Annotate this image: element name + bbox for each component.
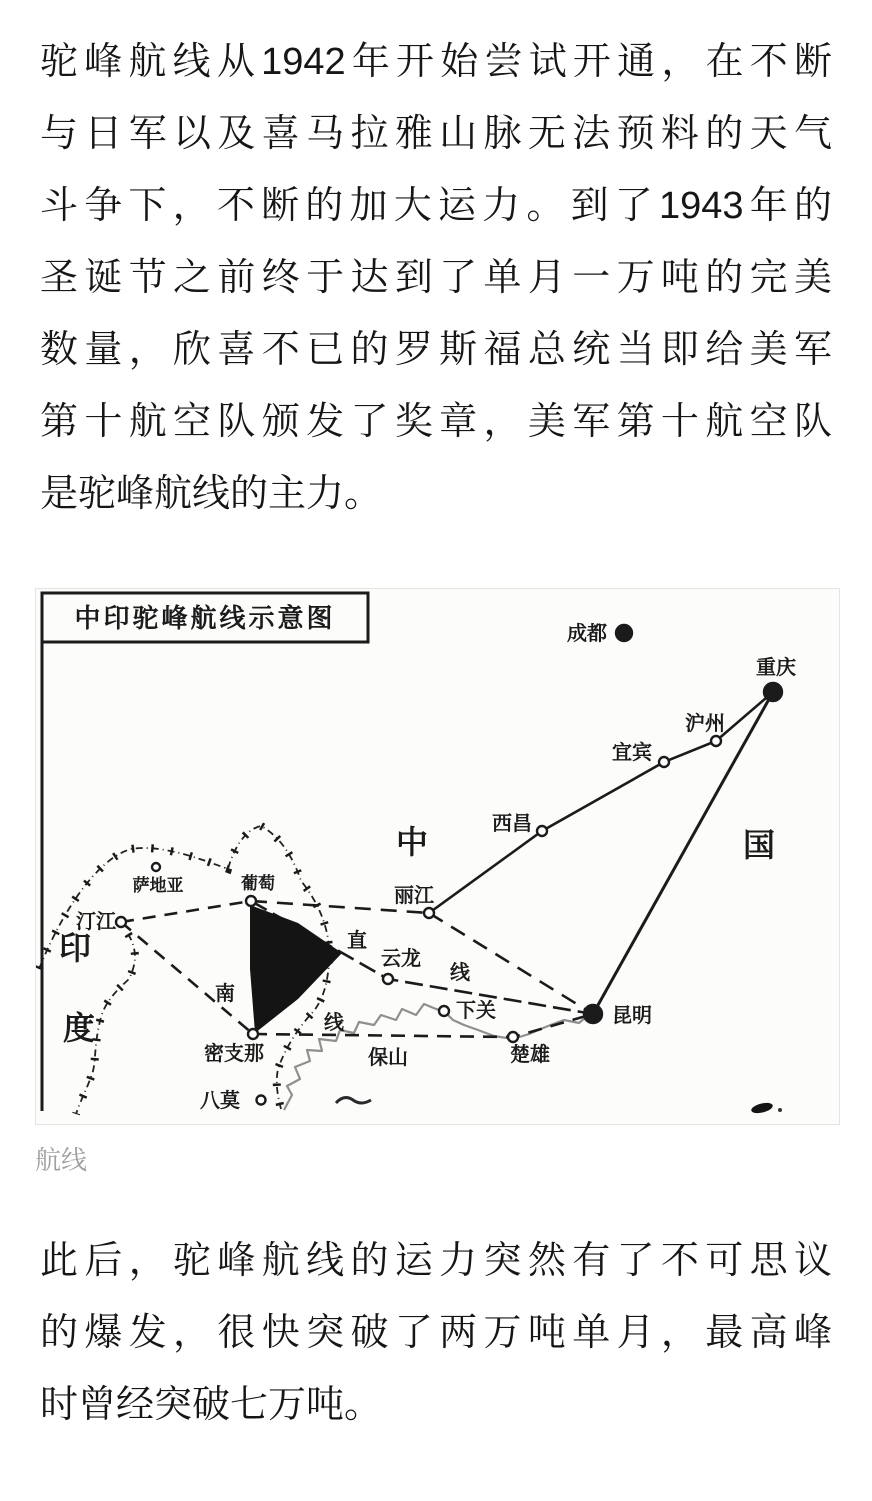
label-india-2: 度 xyxy=(62,1010,96,1046)
label-chongqing: 重庆 xyxy=(756,657,796,679)
label-putao: 葡萄 xyxy=(241,874,275,893)
label-dinjan: 汀江 xyxy=(76,911,116,933)
paragraph-1 xyxy=(40,26,832,530)
label-xichang: 西昌 xyxy=(492,813,532,835)
map-title: 中印驼峰航线示意图 xyxy=(74,603,336,633)
label-bhamo: 八莫 xyxy=(200,1090,240,1112)
node-sadiya xyxy=(152,863,160,871)
node-xichang xyxy=(537,826,547,836)
p1-line-4: 圣诞节之前终于达到了单月一万吨的完美 xyxy=(40,257,832,299)
city-labels xyxy=(76,621,796,1112)
air-routes-dashed xyxy=(121,901,593,1037)
label-yunlong: 云龙 xyxy=(381,948,421,970)
label-route-nan: 南 xyxy=(215,983,235,1005)
label-chuxiong: 楚雄 xyxy=(510,1044,550,1066)
p2-line-2: 的爆发，很快突破了两万吨单月，最高峰 xyxy=(40,1312,832,1354)
node-dinjan xyxy=(116,917,126,927)
node-myitkyina xyxy=(248,1029,258,1039)
hump-map-figure xyxy=(35,588,838,1177)
p1-line-1: 驼峰航线从1942年开始尝试开通，在不断 xyxy=(40,41,832,83)
node-kunming xyxy=(584,1005,602,1023)
node-yunlong xyxy=(383,974,393,984)
label-chengdu: 成都 xyxy=(567,623,607,645)
label-route-zhi: 直 xyxy=(347,930,367,952)
label-sadiya: 萨地亚 xyxy=(132,876,184,895)
node-yibin xyxy=(659,757,669,767)
label-luzhou: 沪州 xyxy=(685,713,725,735)
node-chengdu xyxy=(616,625,632,641)
p1-line-5: 数量，欣喜不已的罗斯福总统当即给美军 xyxy=(40,329,832,371)
node-chuxiong xyxy=(508,1032,518,1042)
label-route-xian-direct: 线 xyxy=(450,962,470,984)
label-myitkyina: 密支那 xyxy=(204,1043,264,1065)
route-dinjan-myitkyina xyxy=(121,922,253,1034)
p2-line-3: 时曾经突破七万吨。 xyxy=(40,1384,383,1426)
label-route-xian-south: 线 xyxy=(324,1012,344,1034)
edge-artifact xyxy=(750,1101,782,1115)
label-china-1: 中 xyxy=(395,824,429,860)
label-india-1: 印 xyxy=(58,930,92,966)
label-yibin: 宜宾 xyxy=(612,742,652,764)
figure-caption: 航线 xyxy=(35,1145,88,1175)
node-lijiang xyxy=(424,908,434,918)
route-myitkyina-kunming xyxy=(253,1014,593,1037)
p1-line-2: 与日军以及喜马拉雅山脉无法预料的天气 xyxy=(40,113,832,155)
p1-line-3: 斗争下，不断的加大运力。到了1943年的 xyxy=(40,185,832,227)
p2-line-1: 此后，驼峰航线的运力突然有了不可思议 xyxy=(40,1240,832,1282)
node-xiaguan xyxy=(439,1006,449,1016)
node-chongqing xyxy=(764,683,782,701)
p1-line-6: 第十航空队颁发了奖章，美军第十航空队 xyxy=(40,401,832,443)
hump-route-map-image[interactable] xyxy=(35,588,840,1125)
route-dinjan-putao xyxy=(121,901,251,922)
label-baoshan: 保山 xyxy=(368,1047,408,1069)
paragraph-2 xyxy=(40,1225,832,1441)
label-lijiang: 丽江 xyxy=(394,885,434,907)
node-luzhou xyxy=(711,736,721,746)
label-china-2: 国 xyxy=(742,827,776,863)
p1-line-7: 是驼峰航线的主力。 xyxy=(40,473,383,515)
node-bhamo xyxy=(257,1096,266,1105)
label-xiaguan: 下关 xyxy=(456,1000,496,1022)
node-putao xyxy=(246,896,256,906)
label-kunming: 昆明 xyxy=(612,1005,652,1027)
